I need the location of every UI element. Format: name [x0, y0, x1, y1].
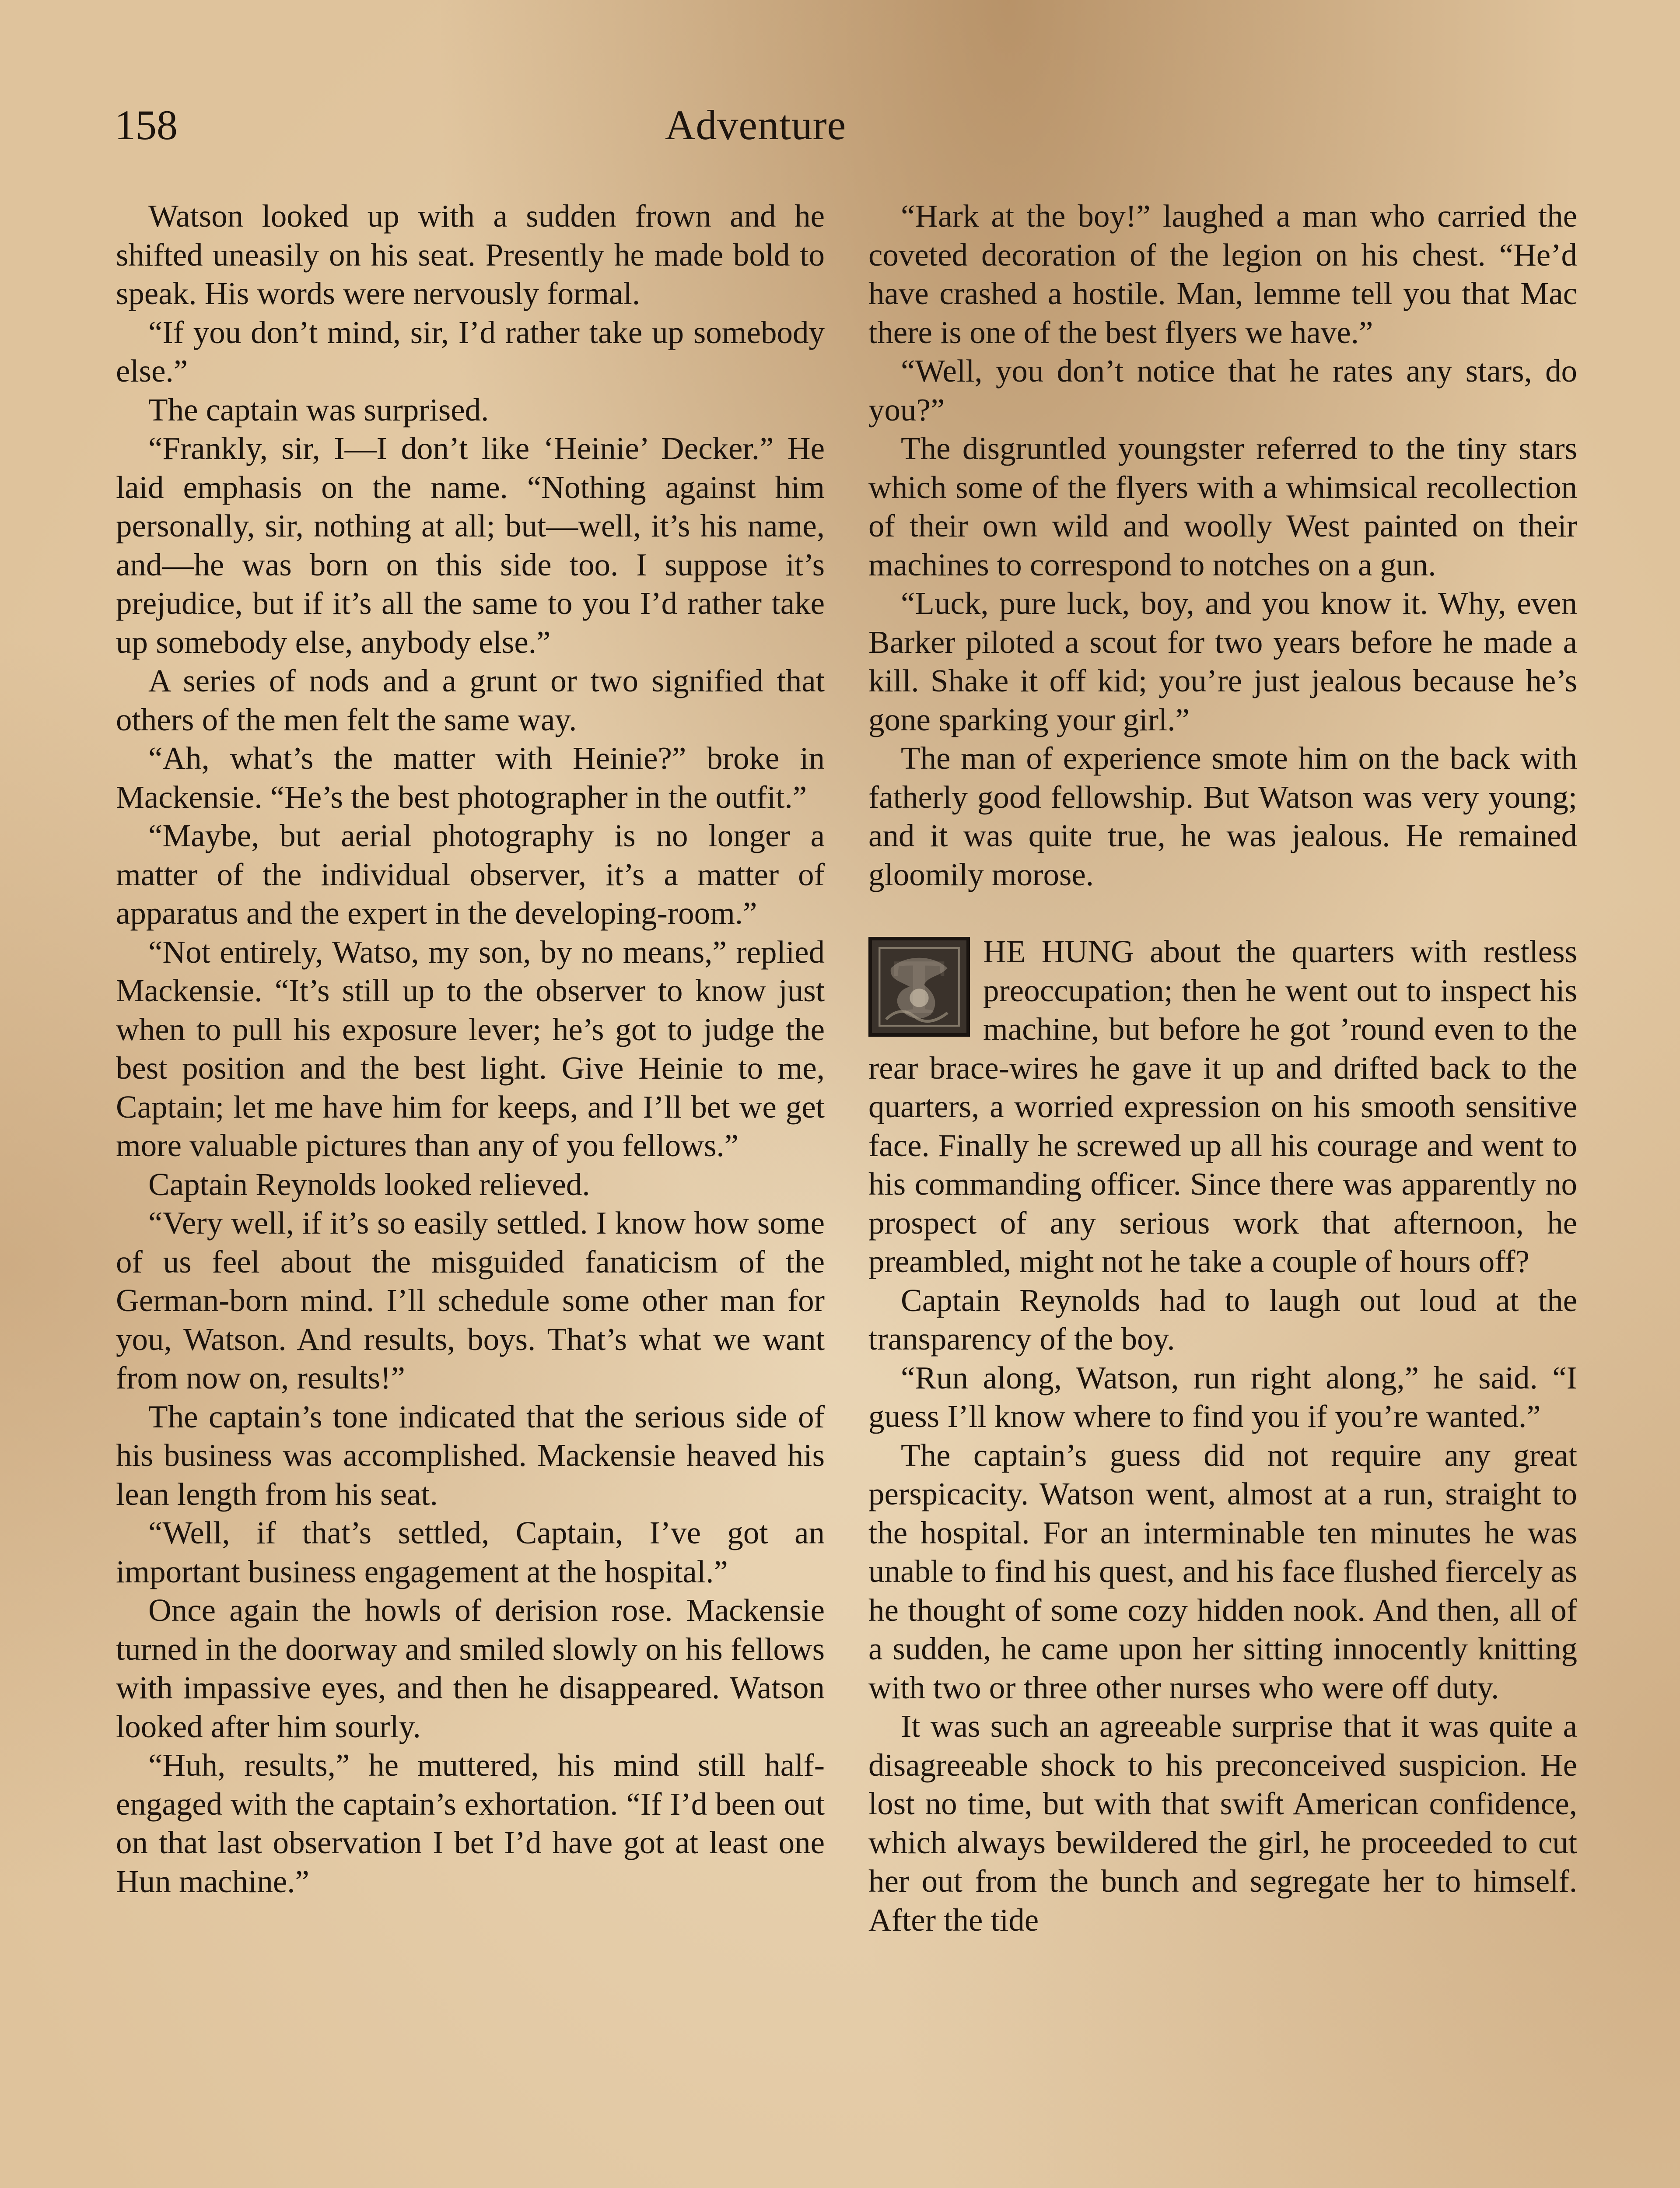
paragraph: Captain Reynolds looked relieved. — [148, 1166, 590, 1202]
paragraph: “If you don’t mind, sir, I’d rather take up somebody else.” — [116, 314, 825, 389]
paragraph: The man of experience smote him on the back with fatherly good fellowship. But Watson was very young; and it was quite true, he was jealous. He remained gloomily morose. — [868, 740, 1577, 892]
paragraph: “Run along, Watson, run right along,” he said. “I guess I’ll know where to find you if you’re wanted.” — [868, 1360, 1577, 1434]
drop-cap-letter: T — [892, 943, 946, 1030]
paragraph: Captain Reynolds had to laugh out loud at the transparency of the boy. — [868, 1282, 1577, 1357]
paragraph: “Well, you don’t notice that he rates any stars, do you?” — [868, 353, 1577, 428]
ornamental-drop-cap — [868, 937, 970, 1037]
paragraph: “Ah, what’s the matter with Heinie?” broke in Mackensie. “He’s the best photographer in the outfit.” — [116, 740, 825, 815]
paragraph: The captain was surprised. — [148, 392, 489, 428]
paragraph: A series of nods and a grunt or two signified that others of the men felt the same way. — [116, 663, 825, 737]
paragraph: Once again the howls of derision rose. Mackensie turned in the doorway and smiled slowly on his fellows with impassive eyes, and then he disappeared. Watson looked after him sourly. — [116, 1592, 825, 1744]
left-column — [116, 197, 825, 1901]
section-opening-text: HE HUNG about the quarters with restless preoccupation; then he went out to inspect his machine, but before he got ’round even to the rear brace-wires he gave it up and drifted back to the quarters, a worried expression on his smooth sensitive face. Finally he screwed up all his courage and went to his commanding officer. Since there was apparently no prospect of any serious work that afternoon, he preambled, might not he take a couple of hours off? — [868, 934, 1577, 1279]
paragraph: The captain’s tone indicated that the serious side of his business was accomplished. Mackensie heaved his lean length from his seat. — [116, 1399, 825, 1512]
magazine-title: Adventure — [665, 102, 847, 148]
paragraph: “Very well, if it’s so easily settled. I know how some of us feel about the misguided fanaticism of the German-born mind. I’ll schedule some other man for you, Watson. And results, boys. That’s what we want from now on, results!” — [116, 1205, 825, 1396]
page-number: 158 — [115, 102, 178, 148]
paragraph: “Hark at the boy!” laughed a man who carried the coveted decoration of the legion on his chest. “He’d have crashed a hostile. Man, lemme tell you that Mac there is one of the best flyers we have.” — [868, 198, 1577, 350]
paragraph: “Huh, results,” he muttered, his mind still half-engaged with the captain’s exhortation. “If I’d been out on that last observation I bet I’d have got at least one Hun machine.” — [116, 1747, 825, 1899]
right-column — [868, 197, 1577, 1939]
paragraph: Watson looked up with a sudden frown and he shifted uneasily on his seat. Presently he made bold to speak. His words were nervously formal. — [116, 198, 825, 311]
paragraph: It was such an agreeable surprise that it was quite a disagreeable shock to his preconceived suspicion. He lost no time, but with that swift American confidence, which always bewildered the girl, he proceeded to cut her out from the bunch and segregate her to himself. After the tide — [868, 1708, 1577, 1938]
paragraph: “Frankly, sir, I—I don’t like ‘Heinie’ Decker.” He laid emphasis on the name. “Nothing against him personally, sir, nothing at all; but—well, it’s his name, and—he was born on this side too. I suppose it’s prejudice, but if it’s all the same to you I’d rather take up somebody else, anybody else.” — [116, 431, 825, 660]
section-opening-paragraph — [868, 933, 1577, 1281]
section-break — [868, 894, 1577, 933]
paragraph: The captain’s guess did not require any great perspicacity. Watson went, almost at a run, straight to the hospital. For an interminable ten minutes he was unable to find his quest, and his face flushed fiercely as he thought of some cozy hidden nook. And then, all of a sudden, he came upon her sitting innocently knitting with two or three other nurses who were off duty. — [868, 1437, 1577, 1705]
paragraph: The disgruntled youngster referred to the tiny stars which some of the flyers with a whimsical recollection of their own wild and woolly West painted on their machines to correspond to notches on a gun. — [868, 431, 1577, 582]
paragraph: “Not entirely, Watso, my son, by no means,” replied Mackensie. “It’s still up to the observer to know just when to pull his exposure lever; he’s got to judge the best position and the best light. Give Heinie to me, Captain; let me have him for keeps, and I’ll bet we get more valuable pictures than any of you fellows.” — [116, 934, 825, 1163]
paragraph: “Well, if that’s settled, Captain, I’ve got an important business engagement at the hospital.” — [116, 1515, 825, 1589]
paragraph: “Maybe, but aerial photography is no longer a matter of the individual observer, it’s a matter of apparatus and the expert in the developing-room.” — [116, 818, 825, 931]
paragraph: “Luck, pure luck, boy, and you know it. Why, even Barker piloted a scout for two years before he made a kill. Shake it off kid; you’re just jealous because he’s gone sparking your girl.” — [868, 586, 1577, 737]
